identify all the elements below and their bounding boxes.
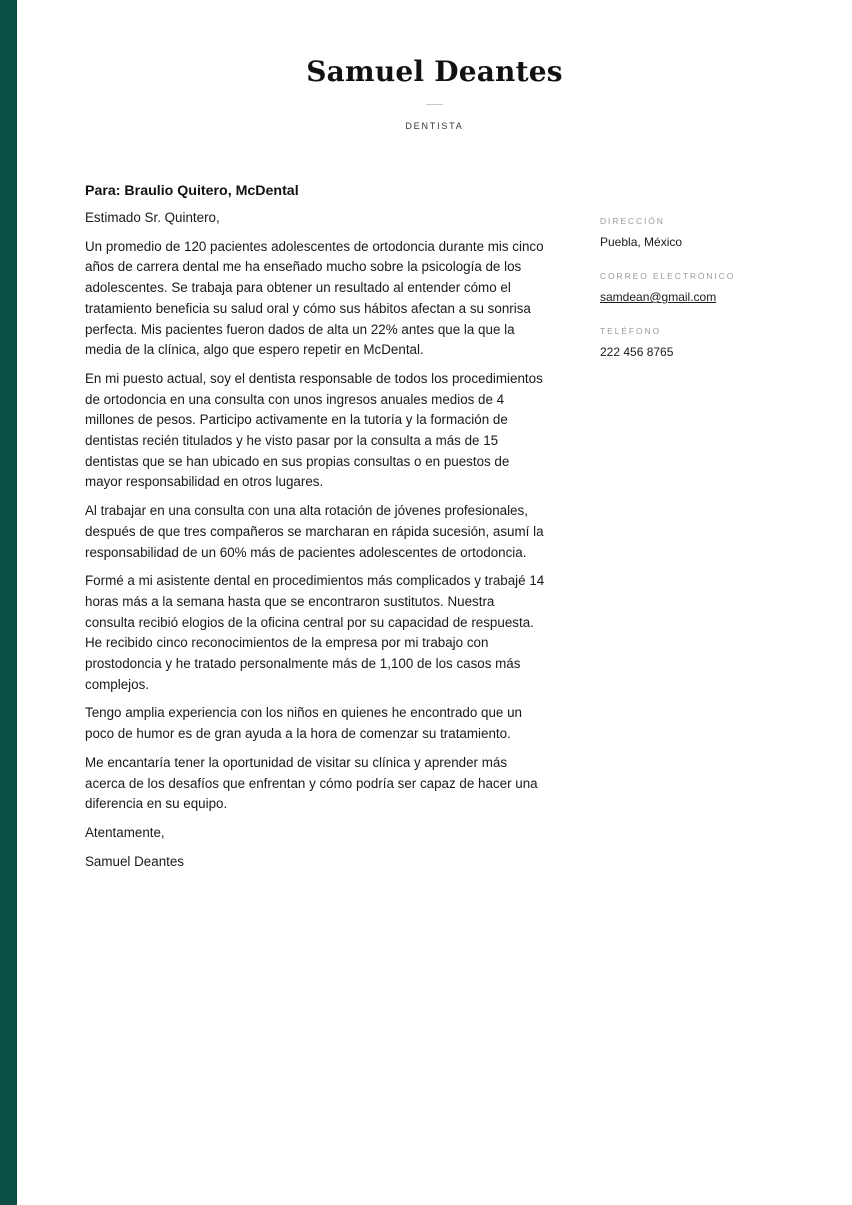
- email-label: CORREO ELECTRÓNICO: [600, 271, 736, 281]
- letter-body: [85, 181, 545, 880]
- address-label: DIRECCIÓN: [600, 216, 665, 226]
- phone-label: TELÉFONO: [600, 326, 662, 336]
- phone-value: 222 456 8765: [600, 345, 674, 359]
- job-title: DENTISTA: [405, 121, 464, 131]
- accent-sidebar: [0, 0, 17, 1205]
- greeting: Estimado Sr. Quintero,: [85, 210, 220, 225]
- letter-header: [17, 52, 852, 132]
- body-paragraph: Formé a mi asistente dental en procedimientos más complicados y trabajé 14 horas más a la semana hasta que se encontraron sustitutos. Nuestra consulta recibió elogios de la oficina central por su capacidad de respuesta. He recibido cinco reconocimientos de la empresa por mi trabajo con prostodoncia y he tratado personalmente más de 1,100 de los casos más complejos.: [85, 573, 545, 692]
- contact-panel: [600, 214, 820, 379]
- closing: Atentamente,: [85, 824, 165, 840]
- email-row: [600, 289, 820, 305]
- body-paragraph: Al trabajar en una consulta con una alta rotación de jóvenes profesionales, después de que tres compañeros se marcharan en rápida sucesión, asumí la responsabilidad de un 60% más de pacientes adolescentes de ortodoncia.: [85, 503, 544, 560]
- email-link[interactable]: samdean@gmail.com: [600, 290, 717, 304]
- recipient-line: Para: Braulio Quitero, McDental: [85, 183, 299, 199]
- address-value: Puebla, México: [600, 235, 683, 249]
- body-paragraph: Un promedio de 120 pacientes adolescentes de ortodoncia durante mis cinco años de carrera dental me ha enseñado mucho sobre la psicología de los adolescentes. Se trabaja para obtener un resultado al entender cómo el tratamiento beneficia su salud oral y cómo sus hábitos afectan a su sonrisa perfecta. Mis pacientes fueron dados de alta un 22% antes que la que la media de la clínica, algo que espero repetir en McDental.: [85, 238, 544, 358]
- applicant-name: Samuel Deantes: [306, 55, 563, 88]
- body-paragraph: En mi puesto actual, soy el dentista responsable de todos los procedimientos de ortodoncia en una consulta con unos ingresos anuales medios de 4 millones de pesos. Participo activamente en la tutoría y la formación de dentistas recién titulados y he visto pasar por la consulta a más de 15 dentistas que se han ubicado en sus propias consultas o en puestos de mayor responsabilidad en otros lugares.: [85, 370, 543, 490]
- signature: Samuel Deantes: [85, 853, 184, 869]
- header-divider: [426, 104, 443, 105]
- body-paragraph: Tengo amplia experiencia con los niños en quienes he encontrado que un poco de humor es de gran ayuda a la hora de comenzar su tratamiento.: [85, 705, 522, 742]
- body-paragraph: Me encantaría tener la oportunidad de visitar su clínica y aprender más acerca de los desafíos que enfrentan y cómo podría ser capaz de hacer una diferencia en su equipo.: [85, 754, 538, 812]
